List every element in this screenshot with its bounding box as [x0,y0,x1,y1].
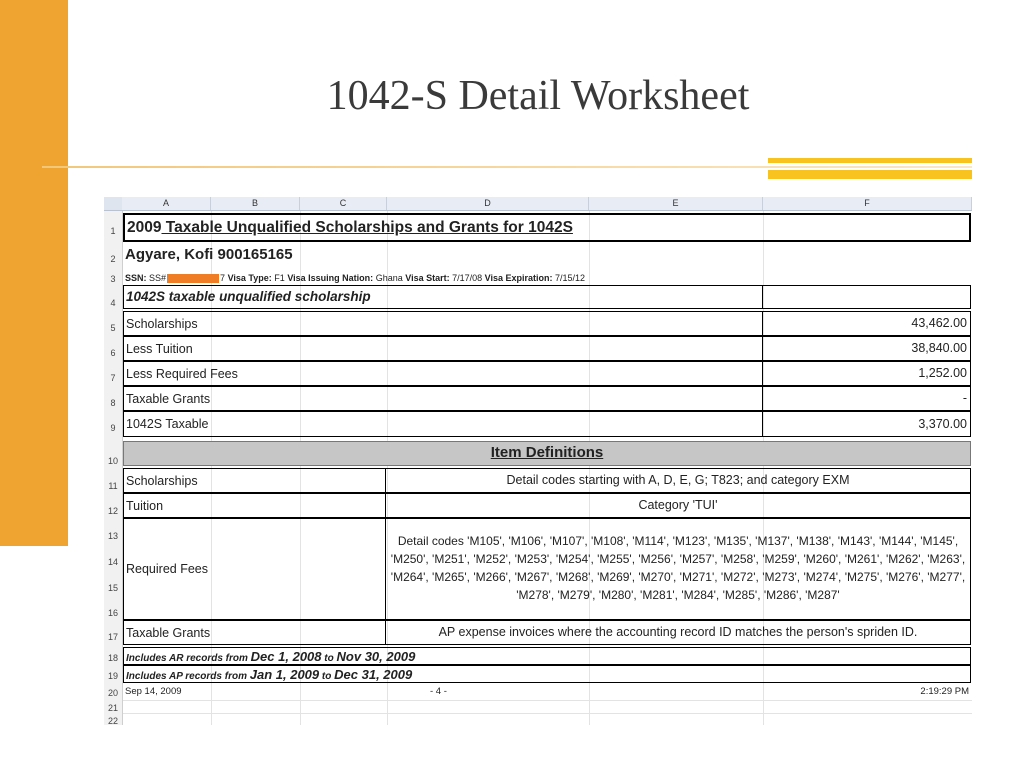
definition-label-cell[interactable] [123,518,386,620]
title-divider [42,166,972,168]
visa-type-label: Visa Type: [227,273,272,283]
ssn-suffix: 7 [220,273,226,283]
column-header-a[interactable]: A [122,197,211,210]
row-number[interactable]: 9 [110,423,116,433]
visa-expiration-label: Visa Expiration: [484,273,553,283]
visa-start-label: Visa Start: [405,273,450,283]
footer-time[interactable]: 2:19:29 PM [920,686,969,697]
row-number[interactable]: 5 [110,323,116,333]
definition-label-cell[interactable] [123,620,386,645]
row-number[interactable]: 18 [107,653,118,663]
definitions-header-cell[interactable] [123,441,971,466]
row-number[interactable]: 14 [107,557,118,567]
definition-text-cell[interactable]: Category 'TUI' [385,493,971,518]
definition-label: Scholarships [126,474,198,488]
title-year: 2009 [127,219,162,236]
line-label: 1042S Taxable [126,417,209,431]
section-header-value-cell[interactable] [762,285,971,309]
definition-label: Tuition [126,499,164,513]
ssn-redaction [167,274,219,283]
spreadsheet-screenshot [104,197,972,725]
line-label-cell[interactable] [123,311,763,336]
footer-page[interactable]: - 4 - [430,686,447,697]
column-header-bar [122,197,972,211]
definitions-header: Item Definitions [490,444,604,461]
ar-to-word: to [324,653,334,664]
ar-records-cell[interactable] [123,647,971,665]
visa-nation-label: Visa Issuing Nation: [287,273,374,283]
column-header-d[interactable]: D [387,197,589,210]
ap-records-cell[interactable] [123,665,971,683]
line-value-cell[interactable]: 3,370.00 [762,411,971,437]
ap-to-word: to [321,671,332,682]
line-label-cell[interactable] [123,386,763,411]
footer-date[interactable]: Sep 14, 2009 [125,686,182,697]
row-number[interactable]: 8 [110,398,116,408]
row-number[interactable]: 20 [107,688,118,698]
visa-start: 7/17/08 [452,273,483,283]
definition-text-cell[interactable] [385,518,971,620]
fee-codes-line: 'M278', 'M279', 'M280', 'M281', 'M284', 'M285', 'M286', 'M287' [516,588,840,602]
line-label: Taxable Grants [126,392,211,406]
line-value-cell[interactable]: 38,840.00 [762,336,971,361]
row-number[interactable]: 10 [107,456,118,466]
row-number[interactable]: 16 [107,608,118,618]
row-number[interactable]: 17 [107,632,118,642]
fee-codes-line: 'M250', 'M251', 'M252', 'M253', 'M254', 'M255', 'M256', 'M257', 'M258', 'M259', 'M260', 'M261', 'M262', 'M263', [390,552,966,566]
line-label-cell[interactable] [123,411,763,437]
definition-label-cell[interactable] [123,468,386,493]
row-number[interactable]: 19 [107,671,118,681]
row-number[interactable]: 21 [107,703,118,713]
ap-to-date: Dec 31, 2009 [334,667,413,682]
definition-text-cell[interactable]: AP expense invoices where the accounting record ID matches the person's spriden ID. [385,620,971,645]
ar-to-date: Nov 30, 2009 [336,649,416,664]
column-header-c[interactable]: C [300,197,387,210]
title-cell[interactable] [123,213,971,242]
person-info-line[interactable] [125,273,585,283]
section-header: 1042S taxable unqualified scholarship [126,289,371,304]
row-number[interactable]: 11 [108,481,118,491]
ar-from-date: Dec 1, 2008 [250,649,322,664]
line-label: Scholarships [126,317,198,331]
section-header-cell[interactable] [123,285,763,309]
row-number[interactable]: 15 [107,583,118,593]
column-header-b[interactable]: B [211,197,300,210]
line-value-cell[interactable]: - [762,386,971,411]
visa-expiration: 7/15/12 [555,273,586,283]
definition-text-cell[interactable]: Detail codes starting with A, D, E, G; T823; and category EXM [385,468,971,493]
select-all-corner[interactable] [104,197,122,211]
accent-stripe-bottom [768,170,972,179]
visa-type: F1 [274,273,285,283]
row-number[interactable]: 4 [110,298,116,308]
fee-codes-line: 'M264', 'M265', 'M266', 'M267', 'M268', 'M269', 'M270', 'M271', 'M272', 'M273', 'M274', 'M275', 'M276', 'M277', [390,570,966,584]
slide-title: 1042-S Detail Worksheet [326,73,750,119]
title-text: Taxable Unqualified Scholarships and Grants for 1042S [161,219,573,236]
column-header-e[interactable]: E [589,197,763,210]
row-number[interactable]: 22 [107,716,118,725]
definition-label: Taxable Grants [126,626,211,640]
ap-prefix: Includes AP records from [126,671,247,682]
row-number[interactable]: 1 [110,226,116,236]
definition-label: Required Fees [126,562,208,576]
ap-from-date: Jan 1, 2009 [249,667,320,682]
definition-label-cell[interactable] [123,493,386,518]
line-label: Less Required Fees [126,367,238,381]
ssn-prefix: SS# [149,273,167,283]
line-value-cell[interactable]: 43,462.00 [762,311,971,336]
row-number[interactable]: 13 [107,531,118,541]
fee-codes-line: Detail codes 'M105', 'M106', 'M107', 'M108', 'M114', 'M123', 'M135', 'M137', 'M138', 'M143', 'M144', 'M145', [397,534,959,548]
row-number[interactable]: 12 [107,506,118,516]
person-name-id[interactable]: Agyare, Kofi 900165165 [125,246,293,263]
gridline [122,713,972,714]
line-value-cell[interactable]: 1,252.00 [762,361,971,386]
row-number[interactable]: 7 [110,373,116,383]
row-number[interactable]: 6 [110,348,116,358]
gridline [122,700,972,701]
column-header-f[interactable]: F [763,197,972,210]
line-label-cell[interactable] [123,336,763,361]
row-number[interactable]: 3 [110,274,116,284]
line-label: Less Tuition [126,342,193,356]
accent-stripe-top [768,158,972,163]
line-label-cell[interactable] [123,361,763,386]
ssn-label: SSN: [125,273,147,283]
visa-nation: Ghana [375,273,403,283]
row-number[interactable]: 2 [110,254,116,264]
ar-prefix: Includes AR records from [126,653,248,664]
